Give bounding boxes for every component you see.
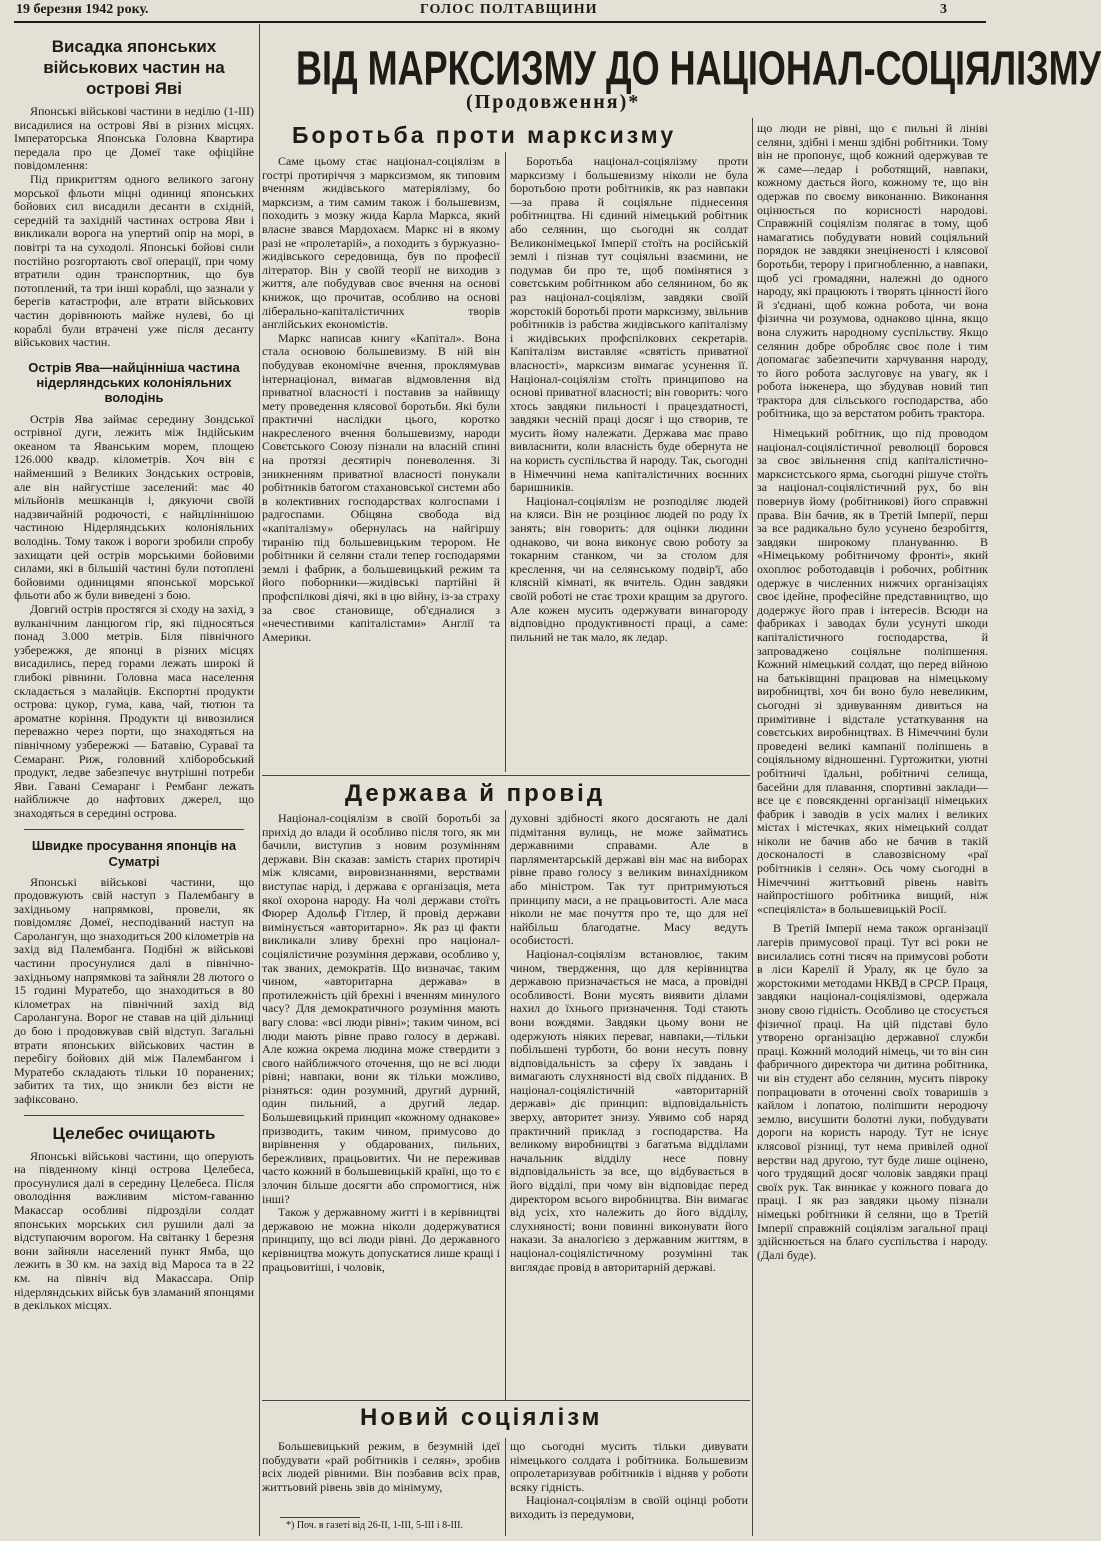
main-col7-p1: що сьогодні мусить тільки дивувати німецького солдата і робітника. Большевизм опролетаризував робітників і відняв у роботи всяку гідність.: [510, 1439, 748, 1494]
article-java-island-title: Острів Ява—найцінніша частина нідерляндських колоніяльних володінь: [28, 359, 240, 405]
header-rule: [14, 21, 986, 23]
main-col5-p1: духовні здібності якого досягають не далі підмітання вулиць, не може займатись державними справами. Але в парляментарській державі він має на виборах рівне право голосу з великим винахідником або міністром. Так тут притримуються принципу маси, а не працьовитості. Але маса ніколи не має почуття про те, що для неї найбільш благодатне. Масу ведуть особистості.: [510, 811, 748, 948]
main-col-5: [510, 812, 748, 1397]
column-rule: [505, 810, 506, 1400]
column-rule: [752, 118, 753, 1536]
main-col6-p1: Большевицький режим, в безумній ідеї побудувати «рай робітників і селян», зробив всіх людей рівними. Він позбавив всіх прав, життьовий рівень звів до мінімуму,: [262, 1439, 500, 1494]
column-rule: [505, 1438, 506, 1536]
main-col4-p1: Націонал-соціялізм в своїй боротьбі за прихід до влади й особливо після того, як ми бачили, виступив з новим розумінням держави. Він сказав: замість старих протиріч між клясами, вировизнаннями, верствами виступає нарід, і держава є організація, мета якої охорона народу. На чолі держави стоїть Фюрер Адольф Гітлер, й провід держави вимінується «авторитарно». Як раз ці факти викликали зливу брехні про націонал-соціялістичне розуміння держави, особливо у, так званих, демократів. Що визначає, таким чином, «авторитарна держава» в протилежність цій брехні і вченням минулого часу? Для демократичного розуміння мають вагу слова: «всі люди рівні»; таким чином, всі люди мають рівне право голосу в державі. Але кожна окрема людина може ствердити з свого найближчого оточення, що не всі люди рівні; навпаки, вони як тільки можливо, різняться: один розумний, другий дурний, один пильний, а другий ледар. Большевицький принцип «кожному однакове» призводить, таким чином, примусово до вирівнення у обдарованих, пильних, бережливих, працьовитих. Чи не переживав часто кожний в большевицькій країні, що то є злочин більше досягти або спромогтися, ніж інші?: [262, 811, 500, 1206]
newspaper-name: ГОЛОС ПОЛТАВЩИНИ: [420, 2, 598, 17]
main-col2-p1: Боротьба націонал-соціялізму проти марксизму і большевизму ніколи не була боротьбою проти робітників, як раз навпаки—за права й соціяльне піднесення робітництва. Ні єдиний німецький робітник або селянин, що сьогодні як солдат Великонімецької Імперії стоїть на російській землі і пізнав тут соціяльні взаємини, не подумав би про те, щоб помінятися з совєтським робітником або селянином, бо як раз націонал-соціялізм, завдяки своїй жорстокій боротьбі проти марксизму, звільнив робітників із рабства жидівського капіталізму і жидівських профспілкових секретарів. Капіталізм виставляє «святість приватної власності», марксизм вимагає усунення її. Націонал-соціялізм стоїть принципово на основі приватної власності; він говорить: чого хтось завдяки пильності і працездатності, завдяки чесній праці досяг і що створив, те мусить йому належати. Держава має право вивласнити, коли власність буде обернута не на користь суспільства й народу. Так, сьогодні в Німеччині нема капіталістичних воєнних баришників.: [510, 154, 748, 495]
issue-date: 19 березня 1942 року.: [16, 2, 149, 17]
section-heading-new-socialism: Новий соціялізм: [360, 1404, 603, 1431]
main-col3-p2: Німецький робітник, що під проводом націонал-соціялістичної революції боровся за своє звільнення спід капіталістично-марксистського ярма, сьогодні рішуче стоїть за націонал-соціялістичний рух, бо він повернув йому (робітникові) його справжні права. Він бачив, як в Третій Імперії, перш за все радикально було усунено безробіття, завдяки широкому плануванню. В «Німецькому робітничому фронті», який охоплює роботодавців і робочих, робітник одержує в численних нижчих організаціях своє ідейне, професійне представництво, що додержує його прав і інтересів. Всюди на фабриках і заводах були усунуті шкоди капіталістичного господарства, й запроваджено соціяльне поліпшення. Кожний німецький солдат, що перед війною на батьківщині працював на німецькому виробництві, хоч би воно було невеликим, сьогодні зі здивуванням дивиться на примітивне і відстале устаткування на совєтських виробництвах. В Німеччині були проведені великі кампанії поліпшень в соціяльному відношенні. Гуртожитки, уютні робітничі їдальні, робітничі селища, басейни для плавання, спортивні заклади—все це є повсякденні організації німецьких фабрик і заводів в усіх малих і великих містах і містечках, яких німецький солдат ніколи не бачив або не бачив в такій досконалості в славозвісному «раї робітників і селян». Ось чому сьогодні в Німеччині життьовий рівень навіть найпростішого робітника вищий, ніж «спеціяліста» в большевицькій Росії.: [757, 426, 988, 916]
main-col2-p2: Націонал-соціялізм не розподіляє людей на кляси. Він не розцінює людей по роду їх занять; він говорить: для оцінки людини однаково, чи вона виконує свою роботу за токарним станком, чи за столом для креслення, чи на селянському подвір'ї, або клясній кімнаті, як вчитель. Один завдяки своїй роботі не стає трохи кращим за другого. Але кожен мусить одержувати винагороду відповідно продуктивності праці, а саме: пильний не так мало, як ледар.: [510, 493, 748, 644]
article-java-landing-p1: Японські військові частини в неділю (1-ІІІ) висадилися на острові Яві в різних місцях. Імператорська Японська Головна Квартира передала про це Домеї таке офіційне повідомлення:: [14, 104, 254, 173]
article-java-landing-title: Висадка японських військових частин на острові Яві: [43, 37, 225, 98]
main-col5-p2: Націонал-соціялізм встановлює, таким чином, твердження, що для керівництва державою призначається не маса, а провідні особливості. Вони мусять виявити ділами нахил до їхнього призначення. Тоді стають вони вождями. Завдяки цьому вони не одержують ніяких переваг, навпаки,—тільки побільшені турботи, бо вони несуть повну відповідальність за сферу їх завдань і вимагають слухняності від своїх піддaних. В націонал-соціялістичній «авторитарній державі» діє принцип: відповідальність зверху, авторитет знизу. Уявимо соб наряд практичний приклад з господарства. На великому виробництві з багатьма відділами начальник відділу несе повну відповідальність за все, що відбувається в його відділі, при чому він відповідає перед директором всього виробництва. Він вимагає від усіх, хто належить до його відділу, слухняності; вони повинні виконувати його накази. За аналогією з державним життям, в націонал-соціялістичному розумінні так виглядає провід в авторитарній державі.: [510, 946, 748, 1274]
page-number: 3: [940, 2, 947, 17]
divider: [24, 829, 244, 830]
main-col3-p3: В Третій Імперії нема також організації лагерів примусової праці. Тут всі роки не висилались сотні тисяч на примусові роботи в ліси Карелії й Уралу, як це було за жорстокими методами НКВД в СРСР. Праця, завдяки націонал-соціялізмові, одержала знову свою гідність. Особливо це стосується фізичної праці. На цій підставі було утворено організацію державної служби праці. Кожний молодий німець, чи то він син фабричного директора чи дитина робітника, чи він студент або селянин, мусить півроку попрацювати в оточенні своїх товаришів з кайлом і лопатою, поліпшити неродючу землю, висушити болотні луки, побудувати дороги на користь народу. Тут не існує клясової різниці, тут нема привілей одної верстви над другою, тут буде лише оцінено, чого трудящий досяг чоловік завдяки праці своїх рук. Так виникає у кожного повага до праці. І як раз завдяки цьому пізнали німецькі робітники й селяни, що в Третій Імперії справжній соціялізм загальної праці здійснюється на благо суспільства і народу. (Далі буде).: [757, 921, 988, 1262]
section-heading-fight-marxism: Боротьба проти марксизму: [292, 122, 677, 148]
main-col1-p2: Маркс написав книгу «Капітал». Вона стала основою большевизму. В ній він побудував економічне вчення, проклямував інтернаціонал, вимагав відмовлення від приватної власності і поставив за найвищу мету проведення клясової боротьби. Які були практичні наслідки цього, коротко накресленого вчення большевизму, народи Совєтського Союзу пізнали на власній спині на протязі десятиріч поневолення. Зі зникненням приватної власності понукали робітників батогом стахановської системи або в колективних господарствах колгоспами і радгоспами. Обіцяна свобода від «капіталізму» обернулась на найгіршу тиранію під большевицьким терором. Не робітники й селяни стали тепер господарями землі і фабрик, а большевицький режим та його поборники—жидівські партійні й профспілкові діячі, які в цю війну, із-за страху за своє становище, об'єдналися з «нечестивими капіталістами» Англії та Америки.: [262, 330, 500, 644]
article-sumatra-title: Швидке просування японців на Суматрі: [31, 837, 237, 869]
main-col4-p2: Також у державному житті і в керівництві державою не можна ніколи додержуватися принципу, що всі люди рівні. До державного керівництва можуть допускатися лише кращі і працьовитіші, і чоловік,: [262, 1205, 500, 1274]
section-heading-state-leadership: Держава й провід: [345, 780, 606, 807]
column-rule: [505, 152, 506, 772]
section-rule: [262, 775, 750, 776]
article-java-landing-p2: Під прикриттям одного великого загону морської фльоти міцні одиниці японських бойових сил висадили десанти в східній, середній та західній частинах острова Яви і викликали ворога на упертий опір на морі, в повітрі та на суходолі. Японські бойові сили постійно розгортають свої операції, при чому втратили один транспортник, що був потоплений, та три інші кораблі, що зазнали у берегів катастрофи, але втрати військових частин дорівнюють майже нулеві, бо ці кораблі були втрачені уже після десанту військових частин.: [14, 171, 254, 350]
footnote-rule: [280, 1517, 360, 1518]
footnote: *) Поч. в газеті від 26-ІІ, 1-ІІІ, 5-ІІІ і 8-ІІІ.: [286, 1520, 463, 1531]
main-col7-p2: Націонал-соціялізм в своїй оцінці роботи виходить із передумови,: [510, 1493, 748, 1521]
main-col-6: [262, 1440, 500, 1515]
divider: [24, 1115, 244, 1116]
article-java-island-p2: Довгий острів простягся зі сходу на захід, з вулканічним ланцюгом гір, які підносяться понад 3.000 метрів. Біля північного узбережжя, де японці в різних місцях висадились, перед горами лежать широкі й глибокі рівнини. Головна маса населення складається з малайців. Експортні продукти острова: цукор, гума, кава, чай, тютюн та ароматне коріння. Продукти ці вивозилися переважно через порти, що знаходяться на північному узбережжі — Батавію, Сураваї та Семаранг. Риж, головний хліборобський продукт, ледве забезпечує внутрішні потреби Яви. Гавані Семаранг і Рембанг лежать найближче до нафтових джерел, що знаходяться в середині острова.: [14, 602, 254, 820]
main-col1-p1: Саме цьому стає націонал-соціялізм в гострі протиріччя з марксизмом, як типовим вченням жидівського матеріялізму, бо марксизм, а тим самим також і большевизм, походить з мозку жида Карла Маркса, який власне звався Мардохаєм. Маркс ні в якому разі не «пролетарій», а походить з буржуазно-жидівського середовища, був по професії літератор. Він у своїй теорії не виходив з життя, але побудував своє вчення на основі книжок, що прочитав, особливо на основі ліберально-капіталістичних творів англійських економістів.: [262, 154, 500, 332]
main-headline: ВІД МАРКСИЗМУ ДО НАЦІОНАЛ-СОЦІЯЛІЗМУ: [296, 40, 1101, 96]
main-col-1: [262, 155, 500, 770]
main-col-2: [510, 155, 748, 770]
main-col-3: [757, 122, 988, 1537]
column-rule: [259, 24, 260, 1536]
section-rule: [262, 1400, 750, 1401]
main-col3-p1: що люди не рівні, що є пильні й лініві селяни, здібні і менш здібні робітники. Тому він не пропонує, щоб кожний одержував те ж саме—ледар і роботящий, навпаки, кожному дається його, кожному те, що він одержав по своєму виконанню. Виконання оцінюється по корисності народові. Справжній соціялізм полягає в тому, щоб намагатись побудувати новий соціяльний порядок не завдяки знеціненості і клясової боротьби, терору і пригнобленню, а навпаки, щоб усі громадяни, належні до одного народу, які працюють і творять цінності його й з'єднані, щоб кожна робота, чи вона фізична чи розумова, однаково цінна, якщо вона служить народному суспільству. Якщо селянин добре обробляє своє поле і тим допомагає забезпечити харчування народу, то його робота заслуговує на увагу, як і робота інженера, що збудував новий тип трактора для сільського господарства, або робітника, що за верстатом робить трактора.: [757, 121, 988, 421]
article-celebes-p1: Японські військові частини, що оперують на південному кінці острова Целебеса, просунулися далі в середину Целебеса. Після оволодіння важливим містом-гаванню Макассар особливі підрозділи солдат японських морських сил рушили далі за відступаючим ворогом. На світанку 1 березня вони зайняли населений пункт Ямба, що лежить в 30 км. на захід від Мароса та в 22 км. на північ від Макассара. Опір нідерляндських військ був зламаний японцями в декількох місцях.: [14, 1148, 254, 1313]
main-col-7: [510, 1440, 748, 1538]
main-col-4: [262, 812, 500, 1397]
left-column: [14, 30, 254, 1535]
article-sumatra-p1: Японські військові частини, що продовжують свій наступ з Палембангу в західньому напрямкові, провели, як повідомляє Домеї, несподіваний наступ на Саролангун, що знаходиться 200 кілометрів на захід від Палембанга. Подібні ж військові частини просунулися далі в північно-західньому напрямкові та зайняли 28 лютого о 15 годині Муратебо, що знаходиться в 80 кілометрах на північний захід від Саролангуна. Ворог не ставав на цій дільниці до бою і продовжував свій відступ. Загальні втрати японських військових частин в перебігу бойових дій між Палембангом і Муратебо складають тільки 10 поранених; забитих та тих, що зникли без вісти не зафіксовано.: [14, 874, 254, 1106]
continuation-note: (Продовження)*: [466, 91, 641, 113]
article-celebes-title: Целебес очищають: [52, 1123, 216, 1143]
article-java-island-p1: Острів Ява займає середину Зондської острівної дуги, лежить між Індійським океаном та Яванським морем, площею 126.000 квадр. кілометрів. Хоч він є найменший з Великих Зондських островів, але він найгустіше заселений: має 40 мільйонів мешканців і, дякуючи своїй надзвичайній родючості, є найцліннішою частиною Нідерляндських колоніяльних володінь. Тому також і вороги зробили спробу захищати цей острів морськими бойовими силами, які в більшій частині були потоплені бойовими одиницями японської морської фльоти або ж були виведені з бою.: [14, 411, 254, 603]
